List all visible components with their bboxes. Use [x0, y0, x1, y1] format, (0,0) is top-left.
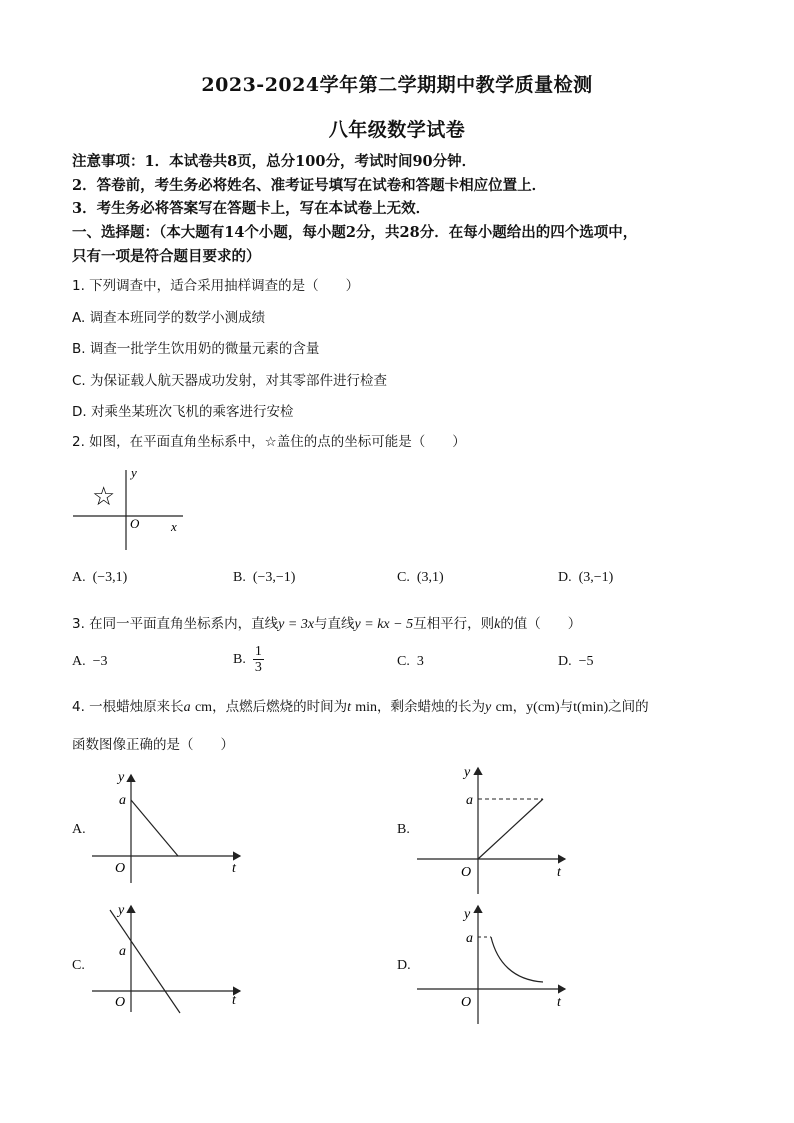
graph-b-o-label: O: [461, 865, 472, 880]
q2-option-c-label: C.: [397, 570, 410, 585]
q4-p4: ，: [512, 699, 527, 715]
q4-unit-cm-2: cm: [495, 700, 513, 715]
q2-option-c-value: (3,1): [416, 570, 444, 585]
q3-mid: 与直线: [314, 616, 355, 632]
graph-a-t-label: t: [232, 861, 236, 876]
q4-t-expr: t(min): [573, 700, 609, 715]
section-header-line-1: 一、选择题：（本大题有14个小题，每小题2分，共28分．在每小题给出的四个选项中，: [72, 224, 638, 241]
q3-suffix-a: 互相平行，则: [413, 616, 495, 632]
graph-b-line: [478, 799, 543, 859]
question-2-coordinate-figure: [68, 462, 188, 554]
q4-p2: ，点燃后燃烧的时间为: [212, 699, 348, 715]
q3-option-b-label: B.: [233, 651, 246, 667]
graph-c-a-label: a: [119, 944, 126, 959]
q3-line-a: y = 3x: [278, 617, 315, 632]
question-3-option-a: [72, 654, 108, 670]
q2-option-d-label: D.: [558, 570, 572, 585]
q4-y-var: y: [485, 700, 492, 715]
question-2-stem: 2. 如图，在平面直角坐标系中，☆盖住的点的坐标可能是（ ）: [72, 434, 466, 450]
graph-c-o-label: O: [115, 995, 126, 1010]
question-4-graph-d: [413, 900, 573, 1030]
q3-option-d-label: D.: [558, 654, 572, 669]
graph-a-line: [131, 800, 178, 856]
graph-c-y-label: y: [118, 903, 125, 918]
question-4-graph-c: [90, 900, 250, 1015]
note-1: 注意事项：1．本试卷共8页，总分100分，考试时间90分钟．: [72, 153, 477, 170]
q4-p3: ，剩余蜡烛的长为: [377, 699, 486, 715]
graph-b-y-label: y: [464, 765, 471, 780]
graph-a-y-label: y: [118, 770, 125, 785]
star-icon: ☆: [92, 482, 116, 511]
question-1-option-c: C. 为保证载人航天器成功发射，对其零部件进行检查: [72, 373, 388, 389]
q2-option-d-value: (3,−1): [578, 570, 614, 585]
q3-prefix: 3. 在同一平面直角坐标系内，直线: [72, 616, 279, 632]
question-4-stem-line-1: [72, 695, 649, 716]
graph-a-o-label: O: [115, 861, 126, 876]
question-2-option-d: [558, 570, 613, 586]
q4-y-expr: y(cm): [526, 700, 560, 715]
q3-fraction-denominator: 3: [254, 660, 262, 676]
q3-option-a-label: A.: [72, 654, 86, 669]
q2-option-a-value: (−3,1): [92, 570, 128, 585]
graph-b-a-label: a: [466, 793, 473, 808]
q3-option-a-value: −3: [92, 654, 108, 669]
q3-option-b-fraction: [253, 644, 264, 676]
q3-option-d-value: −5: [578, 654, 594, 669]
page-title: 2023-2024学年第二学期期中教学质量检测: [201, 74, 593, 96]
graph-d-o-label: O: [461, 995, 472, 1010]
question-3-option-c: [397, 654, 424, 670]
section-header-line-2: 只有一项是符合题目要求的）: [72, 248, 261, 265]
q4-p5: 与: [559, 699, 574, 715]
q3-option-c-label: C.: [397, 654, 410, 669]
q4-unit-cm: cm: [194, 700, 213, 715]
graph-d-t-label: t: [557, 995, 561, 1010]
page-subtitle: 八年级数学试卷: [328, 119, 466, 141]
graph-d-a-label: a: [466, 931, 473, 946]
graph-a-a-label: a: [119, 793, 126, 808]
question-4-option-c-label: C.: [72, 958, 85, 973]
question-3-stem: [72, 612, 581, 633]
question-4-graph-a: [90, 765, 250, 885]
question-4-option-b-label: B.: [397, 822, 410, 837]
q2-option-b-label: B.: [233, 570, 246, 585]
q2-option-b-value: (−3,−1): [252, 570, 296, 585]
q3-option-c-value: 3: [416, 654, 424, 669]
question-3-option-d: [558, 654, 594, 670]
question-3-option-b: [233, 644, 264, 676]
question-4-stem-line-2: 函数图像正确的是（ ）: [72, 737, 234, 753]
q3-suffix-b: 的值（ ）: [500, 616, 582, 632]
q3-line-b: y = kx − 5: [354, 617, 414, 632]
q3-var-k: k: [494, 617, 501, 632]
q2-origin-label: O: [130, 516, 140, 531]
q2-option-a-label: A.: [72, 570, 86, 585]
graph-b-t-label: t: [557, 865, 561, 880]
question-4-graph-b: [413, 762, 573, 897]
question-1-stem: 1. 下列调查中，适合采用抽样调查的是（ ）: [72, 278, 360, 294]
note-2: 2．答卷前，考生务必将姓名、准考证号填写在试卷和答题卡相应位置上．: [72, 177, 547, 194]
q2-x-label: x: [171, 519, 177, 534]
question-4-option-d-label: D.: [397, 958, 411, 973]
question-4-option-a-label: A.: [72, 822, 86, 837]
question-2-option-a: [72, 570, 127, 586]
question-2-option-c: [397, 570, 444, 586]
q4-p1: 4. 一根蜡烛原来长: [72, 699, 184, 715]
question-1-option-b: B. 调查一批学生饮用奶的微量元素的含量: [72, 341, 320, 357]
question-2-option-b: [233, 570, 295, 586]
graph-d-y-label: y: [464, 907, 471, 922]
q4-unit-min: min: [355, 700, 378, 715]
q3-fraction-numerator: 1: [254, 644, 262, 659]
question-1-option-a: A. 调查本班同学的数学小测成绩: [72, 310, 266, 326]
q4-t-var: t: [347, 700, 351, 715]
q4-p6: 之间的: [608, 699, 649, 715]
q2-y-label: y: [131, 465, 137, 480]
graph-d-curve: [491, 937, 543, 982]
note-3: 3．考生务必将答案写在答题卡上，写在本试卷上无效．: [72, 200, 431, 217]
q4-len-var: a: [183, 700, 191, 715]
graph-c-t-label: t: [232, 993, 236, 1008]
question-1-option-d: D. 对乘坐某班次飞机的乘客进行安检: [72, 404, 294, 420]
